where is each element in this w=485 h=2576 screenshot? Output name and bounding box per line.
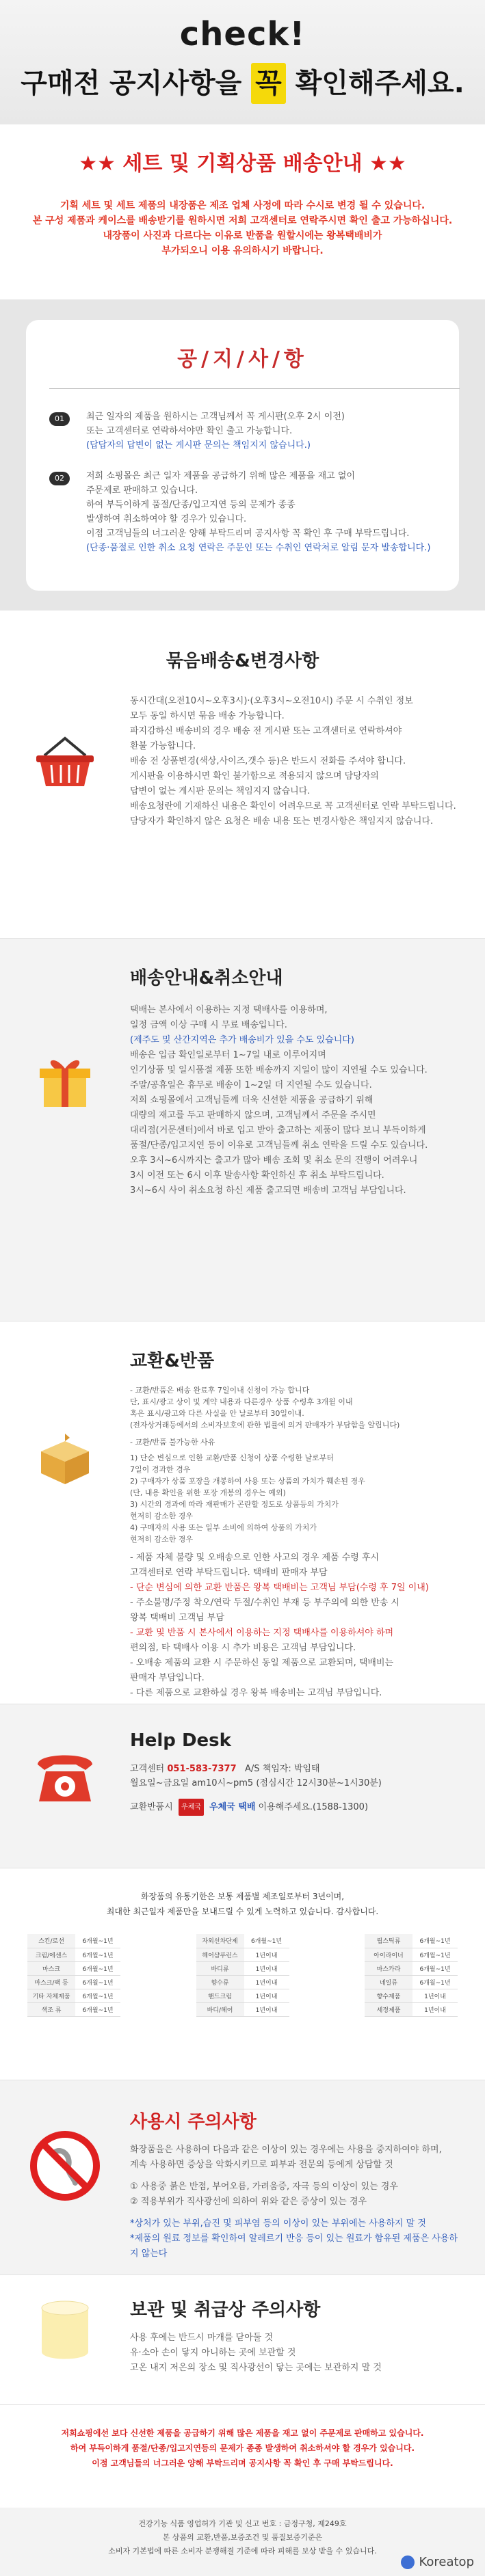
return-line: 고객센터로 연락 부탁드립니다. 택배비 판매자 부담 [130,1568,328,1578]
bundle-line: 담당자가 확인하지 않은 요청은 배송 내용 또는 변경사항은 책임지지 않습니다. [130,816,434,827]
cancel-line: 저희 쇼핑몰에서 고객님들께 더욱 신선한 제품을 공급하기 위해 [130,1095,373,1105]
table-cell: 기타 자체제품 [27,1989,75,2002]
return-small-line: 2) 구매자가 상품 포장을 개봉하여 사용 또는 상품의 가치가 훼손된 경우 [130,1477,365,1486]
set-notice-title: ★★ 세트 및 기획상품 배송안내 ★★ [79,152,406,176]
return-line: 왕복 택배비 고객님 부담 [130,1613,224,1623]
cancel-line: 배송은 입금 확인일로부터 1~7일 내로 이루어지며 [130,1050,326,1060]
package-icon [0,1349,130,1701]
legal-line: 건강기능 식품 영업허가 기관 및 신고 번호 : 금정구청, 제249호 [138,2519,347,2528]
table-cell: 세정제품 [365,2002,412,2016]
return-small-line: 1) 단순 변심으로 인한 교환/반품 신청이 상품 수령한 날로부터 [130,1453,334,1462]
table-cell: 아이라이너 [365,1948,412,1961]
cancel-line: 오후 3시~6시까지는 출고가 많아 배송 조회 및 취소 문의 진행이 어려우니 [130,1155,418,1166]
return-line: - 오배송 제품의 교환 시 주문하신 동일 제품으로 교환되며, 택배비는 [130,1658,394,1668]
return-line: 판매자 부담입니다. [130,1673,205,1683]
table-cell: 스킨/로션 [27,1934,75,1948]
cancel-line: 대량의 재고를 두고 판매하지 않으며, 고객님께서 주문을 주시면 [130,1110,376,1121]
table-row [196,1948,289,1961]
table-cell: 바디/헤어 [196,2002,244,2016]
post-office-logo: 우체국 [179,1799,204,1816]
phone-row [130,1762,458,1776]
announcement-line: 최근 일자의 제품을 원하시는 고객님께서 꼭 게시판(오후 2시 이전) [86,412,345,422]
phone-label: 고객센터 [130,1764,165,1774]
bundle-shipping-section [0,611,485,939]
table-row [27,1948,120,1961]
return-line: - 주소불명/주정 착오/연락 두절/수취인 부재 등 부주의에 의한 반송 시 [130,1598,400,1608]
table-cell: 6개월~1년 [75,2002,120,2016]
table-cell: 색조 류 [27,2002,75,2016]
cancel-line: 품절/단종/입고지연 등이 이유로 고객님들께 취소 연락을 드릴 수도 있습니다. [130,1140,428,1151]
bundle-line: 배송 전 상품변경(색상,사이즈,갯수 등)은 반드시 전화를 주셔야 합니다. [130,756,406,766]
shelf-life-intro [0,1889,485,1919]
header-line-before: 구매전 공지사항을 [21,68,242,99]
shelf-life-line: 최대한 최근일자 제품만을 보내드릴 수 있게 노력하고 있습니다. 감사합니다. [106,1907,379,1916]
delivery-cancel-section [0,939,485,1321]
table-row [196,1975,289,1989]
table-cell: 마스크/팩 등 [27,1975,75,1989]
table-cell: 핸드크림 [196,1989,244,2002]
announcement-note: (답답자의 답변이 없는 게시판 문의는 책임지지 않습니다.) [86,440,311,451]
divider [49,388,460,389]
help-desk-title: Help Desk [130,1730,231,1751]
brand-name: Koreatop [419,2555,474,2569]
item-number-badge: 01 [49,412,70,426]
table-cell: 향수제품 [365,1989,412,2002]
announcement-title: 공/지/사/항 [177,347,308,371]
table-cell: 바디류 [196,1961,244,1975]
table-cell: 6개월~1년 [75,1948,120,1961]
table-cell: 6개월~1년 [75,1975,120,1989]
bundle-line: 배송요청란에 기재하신 내용은 확인이 어려우므로 꼭 고객센터로 연락 부탁드립니다. [130,801,456,811]
shelf-life-tables [27,1934,458,2017]
cancel-note: (제주도 및 산간지역은 추가 배송비가 있을 수도 있습니다) [130,1035,354,1045]
announcement-text [86,410,345,453]
table-row [365,1975,458,1989]
caution-title-text: 사용시 주의사항 [130,2112,257,2132]
shelf-life-section [0,1868,485,2080]
announcement-section [0,299,485,611]
return-small-line: 현저히 감소한 경우 [130,1512,194,1520]
return-small-line: 혹은 표시/광고와 다른 사실을 안 날로부터 30일이내. [130,1409,304,1418]
return-small-line: 7일이 경과한 경우 [130,1465,191,1474]
cancel-text [130,1003,458,1198]
footer-notice-line: 저희쇼핑에선 보다 신선한 제품을 공급하기 위해 많은 제품을 재고 없이 주문제로 판매하고 있습니다. [61,2428,424,2438]
no-symbol-icon [0,2108,130,2262]
return-small-line: (단, 내용 확인을 위한 포장 개봉의 경우는 예외) [130,1488,286,1497]
shelf-life-line: 화장품의 유통기한은 보통 제품별 제조일로부터 3년이며, [140,1892,345,1901]
caution-line: ② 적용부위가 직사광선에 의하여 위와 같은 증상이 있는 경우 [130,2197,367,2207]
brand-logo [401,2555,474,2569]
footer-legal [0,2508,485,2576]
storage-title: 보관 및 취급상 주의사항 [130,2300,321,2320]
bundle-title: 묶음배송&변경사항 [166,651,319,671]
bundle-text [130,694,458,829]
table-row [365,2002,458,2016]
cancel-title: 배송안내&취소안내 [130,968,283,989]
return-line: - 단순 변심에 의한 교환 반품은 왕복 택배비는 고객님 부담(수령 후 7일 이내) [130,1583,429,1593]
table-cell: 마스카라 [365,1961,412,1975]
table-row [27,1961,120,1975]
basket-icon [0,694,130,829]
announcement-line: 또는 고객센터로 연락하셔야만 확인 출고 가능합니다. [86,426,293,436]
return-small-line: 단, 표시/광고 상이 및 계약 내용과 다른경우 상품 수령후 3개월 이내 [130,1397,353,1406]
table-cell: 6개월~1년 [75,1961,120,1975]
return-rules-text [130,1551,458,1701]
storage-text [130,2331,458,2376]
table-cell: 헤어샴푸린스 [196,1948,244,1961]
table-cell: 1년이내 [412,1989,458,2002]
help-desk-section [0,1704,485,1868]
bundle-line: 답변이 없는 게시판 문의는 책임지지 않습니다. [130,786,311,796]
table-row [27,1989,120,2002]
set-notice-line: 본 구성 제품과 케이스를 배송받기를 원하시면 저희 고객센터로 연락주시면 확인 출고 가능하십니다. [32,215,453,226]
table-row [196,1934,289,1948]
table-row [365,1934,458,1948]
table-cell: 자외선차단제 [196,1934,244,1948]
set-notice-line: 기획 세트 및 세트 제품의 내장품은 제조 업체 사정에 따라 수시로 변경 될 수 있습니다. [60,200,425,211]
table-cell: 립스틱류 [365,1934,412,1948]
table-cell: 6개월~1년 [75,1934,120,1948]
usage-caution-section [0,2080,485,2275]
exchange-return-section [0,1321,485,1704]
courier-label: 교환반품시 [130,1802,173,1812]
announcement-line: 저희 쇼핑몰은 최근 일자 제품을 공급하기 위해 많은 제품을 재고 없이 [86,471,355,481]
table-row [196,1989,289,2002]
return-small-line: (전자상거래등에서의 소비자보호에 관한 법률에 의거 판매자가 부담함을 알립니다) [130,1421,400,1430]
legal-line: 본 상품의 교환,반품,보증조건 및 품질보증기준은 [162,2533,323,2542]
table-cell: 6개월~1년 [412,1961,458,1975]
table-row [27,1934,120,1948]
storage-line: 사용 후에는 반드시 마개를 닫아둘 것 [130,2333,274,2343]
caution-text [130,2143,458,2262]
return-small-line: - 교환/반품은 배송 완료후 7일이내 신청이 가능 합니다 [130,1386,310,1395]
announcement-item [49,410,436,453]
announcement-item [49,469,436,555]
cancel-line: 택배는 본사에서 이용하는 지정 택배사를 이용하며, [130,1005,328,1015]
cancel-line: 3시~6시 사이 취소요청 하신 제품 출고되면 배송비 고객님 부담입니다. [130,1185,406,1196]
table-row [365,1989,458,2002]
return-title: 교환&반품 [130,1351,215,1371]
announcement-text [86,469,430,555]
return-line: 편의점, 타 택배사 이용 시 추가 비용은 고객님 부담입니다. [130,1643,356,1653]
caution-title [130,2108,458,2133]
bundle-line: 게시판을 이용하시면 확인 불가함으로 적용되지 않으며 담당자의 [130,771,379,781]
cancel-line: 주말/공휴일은 휴무로 배송이 1~2일 더 지연될 수도 있습니다. [130,1080,372,1090]
shelf-life-table [365,1934,458,2017]
storage-line: 고온 내지 저온의 장소 및 직사광선이 닿는 곳에는 보관하지 말 것 [130,2363,382,2373]
caution-warning: *상처가 있는 부위,습진 및 피부염 등의 이상이 있는 부위에는 사용하지 말 것 [130,2218,426,2229]
return-line: - 제품 자체 불량 및 오배송으로 인한 사고의 경우 제품 수령 후시 [130,1553,380,1563]
shelf-life-table [196,1934,289,2017]
phone-number[interactable]: 051-583-7377 [167,1764,237,1774]
announcement-card [26,320,459,591]
return-line: - 교환 및 반품 시 본사에서 이용하는 지정 택배사를 이용하셔야 하며 [130,1628,394,1638]
legal-line: 소비자 기본법에 따른 소비자 분쟁해결 기준에 따라 피해를 보상 받을 수 있습니다. [108,2547,377,2555]
table-cell: 1년이내 [244,1975,289,1989]
table-cell: 네일류 [365,1975,412,1989]
return-small-line: 현저히 감소한 경우 [130,1535,194,1544]
set-notice-line: 부가되오니 이용 유의하시기 바랍니다. [161,245,324,256]
table-row [365,1948,458,1961]
header-banner [0,0,485,124]
cancel-line: 일정 금액 이상 구매 시 무료 배송입니다. [130,1020,287,1030]
caution-line: 계속 사용하면 증상을 악화시키므로 피부과 전문의 등에게 상담할 것 [130,2160,393,2170]
return-small-head: - 교환/반품 불가능한 사유 [130,1438,215,1447]
table-row [196,2002,289,2016]
courier-name: 우체국 택배 [209,1802,256,1812]
announcement-note: (단종·품절로 인한 취소 요청 연락은 주문인 또는 수취인 연락처로 알림 문자 발송합니다.) [86,543,431,553]
table-cell: 1년이내 [244,2002,289,2016]
footer-notice [0,2405,485,2508]
return-line: - 다른 제품으로 교환하실 경우 왕복 배송비는 고객님 부담입니다. [130,1688,382,1698]
header-highlight: 꼭 [251,63,286,104]
storage-line: 유·소아 손이 닿지 아니하는 곳에 보관할 것 [130,2348,296,2358]
caution-line: 화장품을은 사용하여 다음과 같은 이상이 있는 경우에는 사용을 중지하여야 하며, [130,2145,442,2155]
return-small-line: 4) 구매자의 사용 또는 일부 소비에 의하여 상품의 가치가 [130,1523,317,1532]
table-row [27,2002,120,2016]
table-row [196,1961,289,1975]
table-row [27,1975,120,1989]
table-cell: 6개월~1년 [412,1975,458,1989]
footer-notice-line: 하여 부득이하게 품절/단종/입고지연등의 문제가 종종 발생하여 취소하셔야 할 경우가 있습니다. [70,2443,415,2453]
as-manager-label: A/S 책임자: 박임태 [245,1764,320,1774]
table-cell: 1년이내 [412,2002,458,2016]
bundle-line: 모두 동일 하시면 묶음 배송 가능합니다. [130,711,285,721]
bundle-line: 파지감하신 배송비의 경우 배송 전 게시판 또는 고객센터로 연락하셔야 [130,726,402,736]
announcement-line: 발생하여 취소하여야 할 경우가 있습니다. [86,514,247,524]
table-cell: 향수류 [196,1975,244,1989]
gift-box-icon [0,966,130,1198]
announcement-line: 주문제로 판매하고 있습니다. [86,485,198,496]
cancel-line: 대리점(거문센터)에서 바로 입고 받아 출고하는 제품이 많다 보니 부득이하게 [130,1125,426,1136]
header-line-after: 확인해주세요. [295,68,464,99]
caution-line: ① 사용중 붉은 반점, 부어오름, 가려움증, 자극 등의 이상이 있는 경우 [130,2182,398,2192]
table-row [365,1961,458,1975]
shelf-life-table [27,1934,120,2017]
courier-note: 이용해주세요.(1588-1300) [258,1802,369,1812]
table-cell: 1년이내 [244,1948,289,1961]
telephone-icon [0,1730,130,1816]
table-cell: 마스크 [27,1961,75,1975]
footer-notice-line: 이점 고객님들의 너그러운 양해 부탁드리며 공지사항 꼭 확인 후 구매 부탁드립니다. [92,2458,393,2468]
bundle-line: 동시간대(오전10시~오후3시)·(오후3시~오전10시) 주문 시 수취인 정보 [130,696,413,706]
header-subline [0,63,485,104]
check-heading: check! [179,15,306,53]
table-cell: 6개월~1년 [244,1934,289,1948]
bundle-line: 환불 가능합니다. [130,741,196,751]
return-period-text [130,1384,458,1545]
announcement-line: 하여 부득이하게 품절/단종/입고지연 등의 문제가 종종 [86,500,296,510]
announcement-line: 이점 고객님들의 너그러운 양해 부탁드리며 공지사항 꼭 확인 후 구매 부탁드립니다. [86,528,410,539]
set-notice-body [21,198,464,258]
table-cell: 6개월~1년 [412,1948,458,1961]
table-cell: 6개월~1년 [412,1934,458,1948]
cancel-line: 인기상품 및 일시품절 제품 또한 배송까지 지일이 많이 지연될 수도 있습니다. [130,1065,428,1075]
courier-row [130,1799,458,1816]
table-cell: 6개월~1년 [75,1989,120,2002]
table-cell: 1년이내 [244,1989,289,2002]
caution-warning: *제품의 원료 정보를 확인하여 알레르기 반응 등이 있는 원료가 함유된 제품은 사용하지 않는다 [130,2233,458,2259]
cream-jar-icon [0,2296,130,2376]
table-cell: 크림/에센스 [27,1948,75,1961]
item-number-badge: 02 [49,472,70,485]
table-cell: 1년이내 [244,1961,289,1975]
set-notice-line: 내장품이 사진과 다르다는 이유로 반품을 원할시에는 왕복택배비가 [103,230,382,241]
storage-caution-section [0,2275,485,2405]
return-small-line: 3) 시간의 경과에 따라 재판매가 곤란할 정도로 상품등의 가치가 [130,1500,339,1509]
cancel-line: 3시 이전 또는 6시 이후 발송사항 확인하신 후 취소 부탁드립니다. [130,1170,384,1181]
set-delivery-notice [0,124,485,299]
brand-mark-icon [401,2555,415,2569]
hours-row: 월요일~금요일 am10시~pm5 (점심시간 12시30분~1시30분) [130,1778,382,1788]
